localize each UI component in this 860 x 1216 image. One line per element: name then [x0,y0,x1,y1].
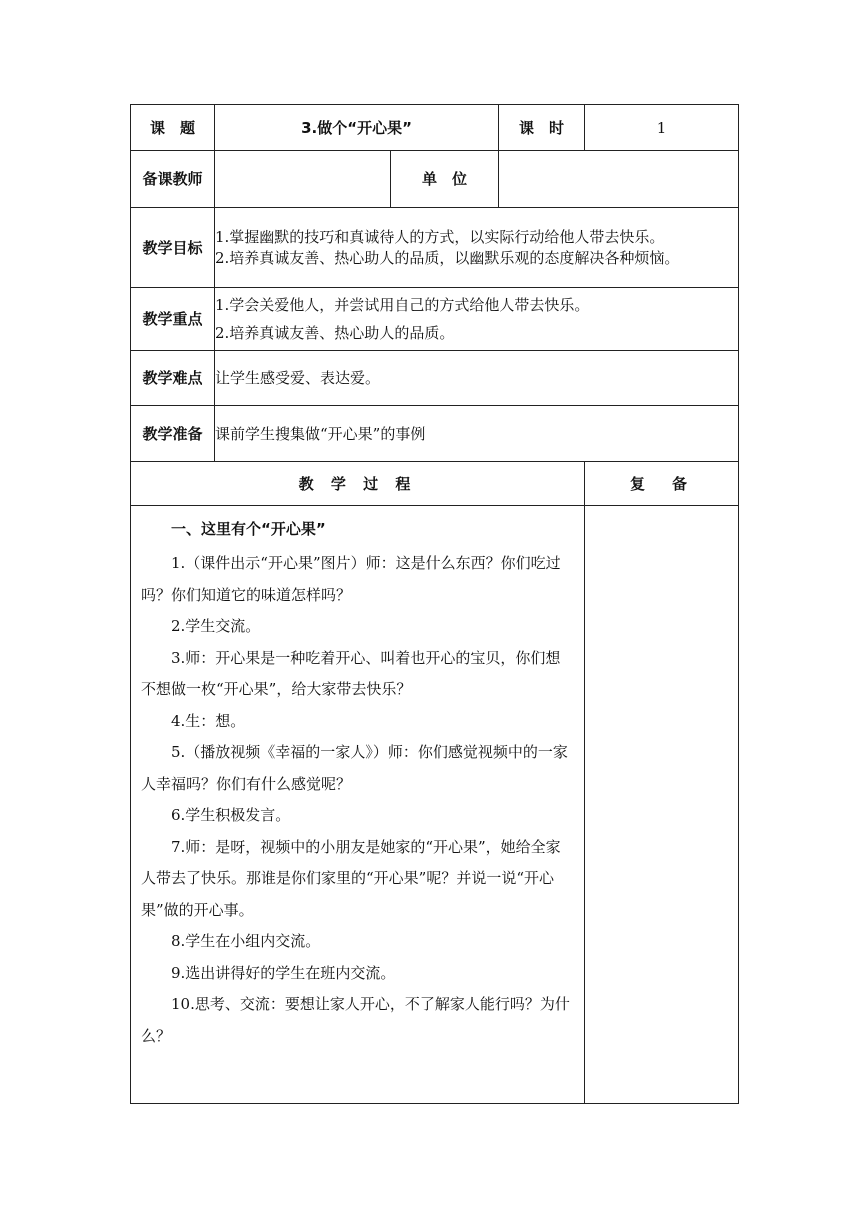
preparation-row [131,406,739,462]
difficulties-value: 让学生感受爱、表达爱。 [215,351,739,406]
process-paragraph-3: 3.师：开心果是一种吃着开心、叫着也开心的宝贝，你们想不想做一枚“开心果”，给大家带去快乐？ [141,648,561,698]
unit-value [499,151,739,208]
review-content [585,506,739,1104]
lesson-plan-table [130,104,739,1104]
goals-label: 教学目标 [131,208,215,288]
goals-row [131,208,739,288]
process-paragraph-10: 10.思考、交流：要想让家人开心，不了解家人能行吗？为什么？ [141,995,570,1045]
goal-item-2: 2.培养真诚友善、热心助人的品质，以幽默乐观的态度解决各种烦恼。 [215,248,680,267]
difficulties-row [131,351,739,406]
key-point-item-1: 1.学会关爱他人，并尝试用自己的方式给他人带去快乐。 [215,296,590,314]
topic-label: 课 题 [131,105,215,151]
section-title: 一、这里有个“开心果” [171,520,326,538]
process-header: 教 学 过 程 [131,462,585,506]
process-header-row [131,462,739,506]
review-header: 复 备 [585,462,739,506]
process-paragraph-8: 8.学生在小组内交流。 [171,932,321,950]
goal-item-1: 1.掌握幽默的技巧和真诚待人的方式，以实际行动给他人带去快乐。 [215,227,665,246]
process-content-row [131,506,739,1104]
topic-row [131,105,739,151]
teacher-label: 备课教师 [131,151,215,208]
preparation-value: 课前学生搜集做“开心果”的事例 [215,406,739,462]
teacher-row [131,151,739,208]
key-points-label: 教学重点 [131,288,215,351]
goals-content [215,208,739,288]
topic-value: 3.做个“开心果” [215,105,499,151]
difficulties-label: 教学难点 [131,351,215,406]
process-paragraph-2: 2.学生交流。 [171,617,261,635]
process-paragraph-4: 4.生：想。 [171,711,246,730]
process-paragraph-7: 7.师：是呀，视频中的小朋友是她家的“开心果”，她给全家人带去了快乐。那谁是你们家里的“开心果”呢？并说一说“开心果”做的开心事。 [141,837,561,919]
process-paragraph-9: 9.选出讲得好的学生在班内交流。 [171,963,396,982]
key-points-content [215,288,739,351]
key-point-item-2: 2.培养真诚友善、热心助人的品质。 [215,324,455,342]
key-points-row [131,288,739,351]
period-label: 课 时 [499,105,585,151]
process-paragraph-6: 6.学生积极发言。 [171,806,291,824]
period-value: 1 [585,105,739,151]
preparation-label: 教学准备 [131,406,215,462]
unit-label: 单 位 [391,151,499,208]
teacher-value [215,151,391,208]
process-content [131,506,585,1104]
process-paragraph-1: 1.（课件出示“开心果”图片）师：这是什么东西？你们吃过吗？你们知道它的味道怎样吗？ [141,554,561,604]
process-paragraph-5: 5.（播放视频《幸福的一家人》）师：你们感觉视频中的一家人幸福吗？你们有什么感觉呢？ [141,743,568,793]
